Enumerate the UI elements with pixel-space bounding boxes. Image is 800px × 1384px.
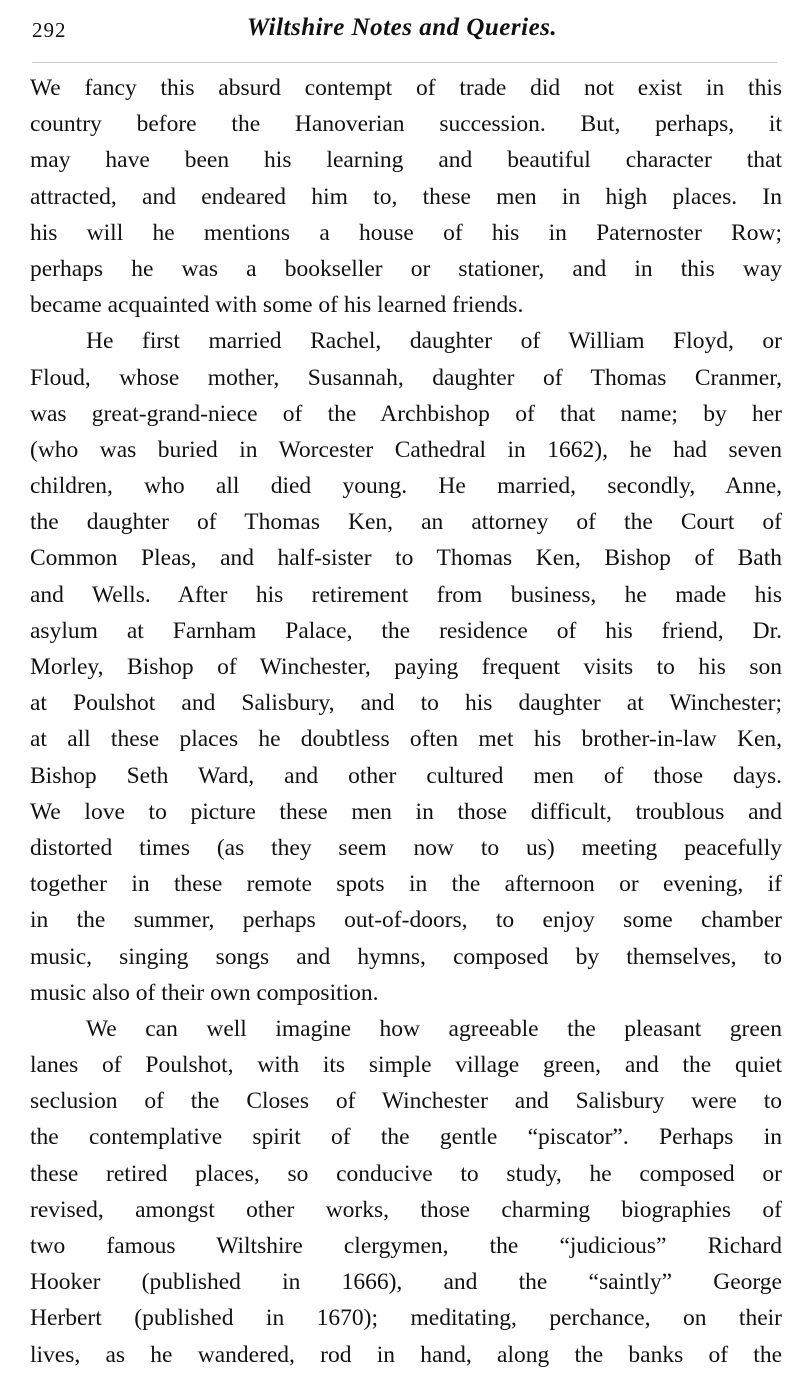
text-line: at Poulshot and Salisbury, and to his daughter at Winchester;: [30, 690, 782, 717]
text-line: We fancy this absurd contempt of trade did not exist in this: [30, 75, 782, 101]
text-line: Common Pleas, and half-sister to Thomas Ken, Bishop of Bath: [30, 545, 782, 572]
body-text: [30, 70, 782, 1373]
text-line: children, who all died young. He married, secondly, Anne,: [30, 473, 782, 500]
text-line: Bishop Seth Ward, and other cultured men of those days.: [30, 762, 782, 789]
page-number: 292: [32, 18, 67, 42]
text-line: music, singing songs and hymns, composed by themselves, to: [30, 943, 782, 970]
text-line: these retired places, so conducive to study, he composed or: [30, 1160, 782, 1187]
text-line: Herbert (published in 1670); meditating, perchance, on their: [30, 1305, 782, 1332]
text-line: Morley, Bishop of Winchester, paying frequent visits to his son: [30, 654, 782, 680]
text-line: his will he mentions a house of his in Paternoster Row;: [30, 219, 782, 246]
text-line: lanes of Poulshot, with its simple village green, and the quiet: [30, 1052, 782, 1079]
text-line: at all these places he doubtless often met his brother-in-law Ken,: [30, 726, 782, 753]
text-line: (who was buried in Worcester Cathedral in 1662), he had seven: [30, 436, 782, 463]
text-line: perhaps he was a bookseller or stationer, and in this way: [30, 255, 782, 282]
text-line: two famous Wiltshire clergymen, the “judicious” Richard: [30, 1233, 782, 1259]
text-line: was great-grand-niece of the Archbishop of that name; by her: [30, 400, 782, 427]
text-line: Floud, whose mother, Susannah, daughter of Thomas Cranmer,: [30, 364, 782, 391]
text-line: We can well imagine how agreeable the pleasant green: [86, 1015, 782, 1042]
header-rule: [32, 62, 777, 63]
text-line: in the summer, perhaps out-of-doors, to enjoy some chamber: [30, 907, 782, 934]
text-line: Hooker (published in 1666), and the “saintly” George: [30, 1269, 782, 1296]
text-line: country before the Hanoverian succession. But, perhaps, it: [30, 111, 782, 138]
text-line: may have been his learning and beautiful character that: [30, 147, 782, 174]
text-line: the daughter of Thomas Ken, an attorney of the Court of: [30, 509, 782, 536]
text-line: and Wells. After his retirement from business, he made his: [30, 581, 782, 608]
text-line: attracted, and endeared him to, these men in high places. In: [30, 183, 782, 210]
text-line: We love to picture these men in those difficult, troublous and: [30, 798, 782, 825]
text-line: seclusion of the Closes of Winchester and Salisbury were to: [30, 1088, 782, 1115]
running-title: Wiltshire Notes and Queries.: [246, 14, 558, 41]
text-line: He first married Rachel, daughter of William Floyd, or: [86, 328, 782, 355]
text-line: revised, amongst other works, those charming biographies of: [30, 1196, 782, 1223]
paragraph: [30, 70, 782, 323]
text-line: became acquainted with some of his learned friends.: [30, 292, 524, 319]
text-line: music also of their own composition.: [30, 979, 379, 1006]
text-line: lives, as he wandered, rod in hand, along the banks of the: [30, 1341, 782, 1368]
text-line: asylum at Farnham Palace, the residence of his friend, Dr.: [30, 617, 782, 644]
text-line: distorted times (as they seem now to us) meeting peacefully: [30, 834, 782, 861]
paragraph: [30, 323, 782, 1011]
page-header: [32, 14, 772, 48]
text-line: the contemplative spirit of the gentle “piscator”. Perhaps in: [30, 1124, 782, 1151]
paragraph: [30, 1011, 782, 1373]
text-line: together in these remote spots in the afternoon or evening, if: [30, 871, 782, 898]
